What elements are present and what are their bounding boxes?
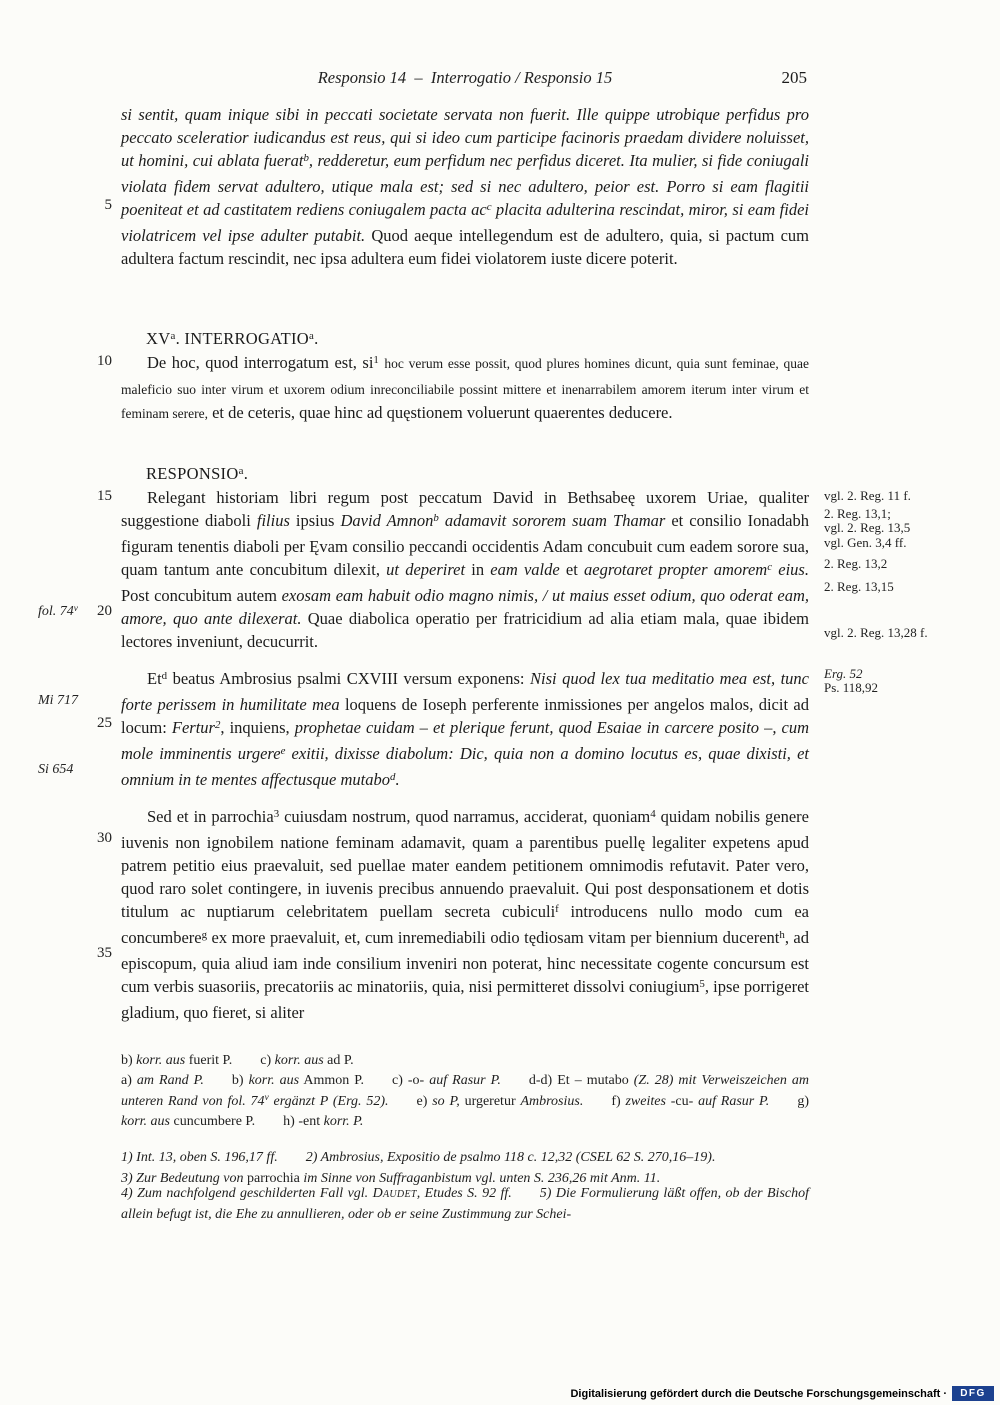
footnote-fnA — [121, 1148, 809, 1169]
margin-reference-r4: vgl. Gen. 3,4 ff. — [824, 535, 907, 550]
text-segment: ipsius — [289, 511, 341, 530]
text-segment: . INTERROGATIO — [175, 329, 310, 348]
text-segment: a — [238, 465, 244, 478]
text-segment: c) -o- — [392, 1073, 430, 1088]
text-segment: et — [559, 560, 585, 579]
text-segment: . — [243, 464, 249, 483]
text-segment: et consilio Ionadabh figuram tenentis diaboli per Ęvam consilio peccandi occidentis Adam concubuit cum eadem sorore sua, quam tantum ante concubitum dilexit, — [121, 511, 809, 579]
text-segment: Quod aeque intellegendum est de adultero, quia, si pactum cum adultera factum rescindit, nec ipsa adultera eum fidei violatorem iuste dicere poterit. — [121, 226, 809, 268]
text-segment: parrochia — [246, 1171, 300, 1186]
line-number-ln30: 30 — [97, 830, 112, 846]
text-segment: fuerit P. — [185, 1053, 261, 1068]
text-segment: b) — [121, 1053, 137, 1068]
text-segment: 3 — [273, 808, 280, 821]
text-segment: in — [465, 560, 491, 579]
text-segment: filius — [256, 511, 290, 530]
text-segment: ad P. — [323, 1053, 354, 1068]
text-segment: f) — [611, 1093, 626, 1109]
text-segment: 3) Zur Bedeutung von — [121, 1171, 247, 1186]
text-segment: Et — [147, 669, 162, 688]
text-segment: c — [767, 561, 773, 574]
text-segment: b — [303, 152, 309, 165]
apparatus-app2 — [121, 1071, 809, 1133]
text-segment: b — [433, 512, 439, 525]
text-segment: 4 — [650, 808, 656, 821]
text-segment: zweites — [625, 1093, 671, 1109]
text-segment: ex more praevaluit, et, cum inremediabili odio tędiosam vitam per biennium ducerent — [207, 928, 780, 947]
text-segment: . — [314, 329, 319, 348]
text-segment: 5 — [699, 978, 705, 991]
text-segment: g — [201, 929, 208, 942]
digitization-credit-text: Digitalisierung gefördert durch die Deutsche Forschungsgemeinschaft · — [570, 1387, 947, 1400]
line-number-ln10: 10 — [97, 353, 112, 369]
line-number-ln25: 25 — [97, 715, 112, 731]
text-segment: e) — [416, 1093, 433, 1109]
text-segment: korr. aus — [121, 1114, 171, 1129]
text-segment: beatus Ambrosius psalmi CXVIII versum exponens: — [167, 669, 530, 688]
text-segment: 2) Ambrosius, Expositio de psalmo 118 c. 12,32 (CSEL 62 S. 270,16–19). — [305, 1150, 716, 1165]
text-segment: De hoc, quod interrogatum est, si — [147, 353, 374, 372]
text-segment: Relegant historiam libri regum post peccatum David in Bethsabeę uxorem Uriae, qualiter suggestione diaboli — [121, 488, 809, 530]
text-segment: am Rand P. — [136, 1073, 232, 1088]
margin-reference-r3: vgl. 2. Reg. 13,5 — [824, 520, 911, 535]
line-number-ln15: 15 — [97, 488, 112, 504]
text-segment: 1) Int. 13, oben S. 196,17 ff. — [121, 1150, 306, 1165]
text-segment: a — [170, 330, 176, 343]
text-segment: quidam nobilis genere iuvenis non ignobilem natione feminam adamavit, quam a parentibus puellę legaliter expetens apud patrem petitio eius praevaluit, sed puellae mater eandem petitionem omnimodis refutavit. Pater vero, quod raro solet contingere, in iuvenis precibus annuendo praevaluit. Qui post desponsationem et dotis titulum ac nuptiarum celebritatem puellam secreta cubiculi — [121, 807, 809, 921]
text-segment: , inquiens, — [220, 718, 295, 737]
text-segment: , redderetur, eum perfidum nec perfidus diceret. Ita mulier, si fide coniugali violata fidem servat adultero, utique mala est; sed si nec adultero, peior est. Porro si eam flagitii poeniteat et ad castitatem rediens coniugalem pacta ac — [121, 151, 809, 219]
text-segment: , ad episcopum, quia aliud iam inde consilium inveniri non poterat, hinc necessitate cogente concursum est cum verbis suasoriis, precatoriis ac minatoriis, quia, nisi permitteret dissolvi coniugium — [121, 928, 809, 996]
digitization-credit-bar — [570, 1386, 994, 1401]
line-number-ln20: 20 — [97, 603, 112, 619]
text-segment: 1 — [373, 354, 379, 367]
text-segment: eam valde — [490, 560, 560, 579]
text-segment: RESPONSIO — [146, 464, 239, 483]
margin-reference-r2: 2. Reg. 13,1; — [824, 506, 891, 521]
text-segment: korr. aus — [248, 1073, 300, 1088]
text-segment: prophetae cuidam – et plerique ferunt, quod Esaiae in carcere posito –, cum mole imminentis urgere — [121, 718, 810, 763]
right-margin-references — [824, 0, 994, 1405]
text-segment: Quae diabolica operatio per fratricidium ad alia etiam mala, quae ibidem lectores inveniunt, decucurrit. — [121, 609, 809, 651]
dfg-logo: DFG — [952, 1386, 994, 1401]
text-segment: korr. P. — [323, 1114, 364, 1129]
text-segment: . — [395, 770, 400, 789]
text-segment: -cu- — [670, 1093, 699, 1109]
margin-reference-r9: Ps. 118,92 — [824, 680, 879, 695]
line-number-ln5: 5 — [104, 197, 112, 213]
text-segment: et de ceteris, quae hinc ad quęstionem voluerunt quaerentes deducere. — [207, 403, 673, 422]
text-segment: Post concubitum autem — [121, 586, 282, 605]
paragraph-p5 — [121, 805, 809, 1024]
text-segment: cuiusdam nostrum, quod narramus, acciderat, quoniam — [279, 807, 651, 826]
margin-reference-r5: 2. Reg. 13,2 — [824, 556, 888, 571]
margin-reference-r8: Erg. 52 — [824, 666, 863, 681]
text-segment: h) -ent — [283, 1114, 324, 1129]
text-segment: 5) Die Formulierung läßt offen, ob der Bischof allein befugt ist, die Ehe zu annullieren, oder ob er seine Zustimmung zur Schei- — [121, 1186, 809, 1222]
text-segment: v — [264, 1092, 269, 1103]
text-segment: urgeretur — [464, 1093, 521, 1109]
text-segment: ergänzt P (Erg. 52). — [268, 1093, 417, 1109]
text-segment: d-d) Et – mutabo — [528, 1073, 634, 1088]
superscript: v — [73, 602, 78, 613]
heading-hXV — [121, 327, 809, 353]
paragraph-p3 — [121, 486, 809, 653]
margin-reference-r7: vgl. 2. Reg. 13,28 f. — [824, 625, 928, 640]
text-segment: a — [309, 330, 315, 343]
text-segment: 4) Zum nachfolgend geschilderten Fall vgl. — [121, 1186, 373, 1201]
text-segment: a) — [121, 1073, 137, 1088]
text-segment: adamavit sororem suam Thamar — [438, 511, 666, 530]
text-segment: , ipse porrigeret gladium, quo fieret, si aliter — [121, 977, 809, 1022]
left-margin — [0, 0, 120, 1405]
text-segment: b) — [231, 1073, 249, 1088]
paragraph-p4 — [121, 667, 809, 794]
text-segment: Fertur — [171, 718, 215, 737]
text-segment: d — [161, 670, 168, 683]
footnote-fnC — [121, 1184, 809, 1225]
text-segment: eius. — [772, 560, 809, 579]
text-segment: David Amnon — [340, 511, 434, 530]
text-segment: exitii, dixisse diabolum: Dic, quia non a domino locutus es, quae dixisti, et omnium in te mentes affectusque mutabo — [121, 744, 809, 789]
text-segment: si sentit, quam inique sibi in peccati societate servata non fuerit. Ille quippe utrobique perfidus pro peccato sceleratior iudicandus est reus, qui si ideo cum participe facinoris praedam dividere noluisset, ut homini, cui ablata fuerat — [121, 105, 809, 170]
margin-reference-r6: 2. Reg. 13,15 — [824, 579, 894, 594]
text-segment: XV — [146, 329, 171, 348]
text-segment: , Etudes S. 92 ff. — [416, 1186, 540, 1201]
text-segment: introducens nullo modo cum ea concumbere — [121, 902, 810, 947]
line-number-ln35: 35 — [97, 945, 112, 961]
text-segment: im Sinne von Suffraganbistum vgl. unten S. 236,26 mit Anm. 11. — [299, 1171, 661, 1186]
text-segment: c — [486, 201, 492, 214]
text-segment: f — [555, 903, 559, 916]
text-segment: d — [390, 771, 396, 784]
text-segment: auf Rasur P. — [429, 1073, 529, 1088]
paragraph-p2 — [121, 351, 809, 425]
source-note-mi717: Mi 717 — [38, 693, 79, 708]
text-segment: exosam eam habuit odio magno nimis, / ut maius esset odium, quo oderat eam, amore, quo ante dilexerat. — [121, 586, 809, 628]
text-segment: Daudet — [372, 1186, 417, 1201]
text-segment: c) — [260, 1053, 275, 1068]
text-segment: korr. aus — [274, 1053, 324, 1068]
text-segment: e — [280, 745, 286, 758]
text-segment: aegrotaret propter amorem — [584, 560, 768, 579]
text-segment: ut deperiret — [386, 560, 466, 579]
text-segment: h — [779, 929, 785, 942]
apparatus-app1 — [121, 1051, 809, 1072]
text-segment: Nisi quod lex tua meditatio mea est, tunc forte perissem in humilitate mea — [121, 669, 809, 714]
folio-note-fol74: fol. 74$^v$ — [38, 602, 78, 619]
text-segment: so P, — [432, 1093, 465, 1109]
text-segment: 2 — [214, 719, 221, 732]
text-segment: loquens de Ioseph perferente inmissiones per angelos malos, dicit ad locum: — [121, 695, 809, 737]
paragraph-p1 — [121, 103, 809, 270]
text-segment: placita adulterina rescindat, miror, si eam fidei violatricem vel ipse adulter putabit. — [121, 200, 809, 245]
text-segment: Sed et in parrochia — [147, 807, 274, 826]
text-segment: cuncumbere P. — [170, 1114, 284, 1129]
text-segment: Ammon P. — [299, 1073, 392, 1088]
text-segment: (Z. 28) mit Verweiszeichen am unteren Rand von fol. 74 — [121, 1073, 809, 1109]
text-segment: auf Rasur P. — [698, 1093, 798, 1109]
text-segment: korr. aus — [136, 1053, 186, 1068]
margin-reference-r1: vgl. 2. Reg. 11 f. — [824, 488, 911, 503]
source-note-si654: Si 654 — [38, 762, 74, 777]
text-segment: hoc verum esse possit, quod plures homines dicunt, quia sunt feminae, quae maleficio suo inter virum et uxorem odium inreconciliabile possint mittere et inenarrabilem amorem iterum inter virum et feminam serere, — [121, 356, 810, 421]
page-number: 205 — [781, 68, 807, 87]
text-segment: Ambrosius. — [520, 1093, 612, 1109]
heading-hResp — [121, 462, 809, 488]
text-segment: g) — [797, 1093, 809, 1109]
running-title: Responsio 14 – Interrogatio / Responsio 15 — [317, 68, 613, 87]
